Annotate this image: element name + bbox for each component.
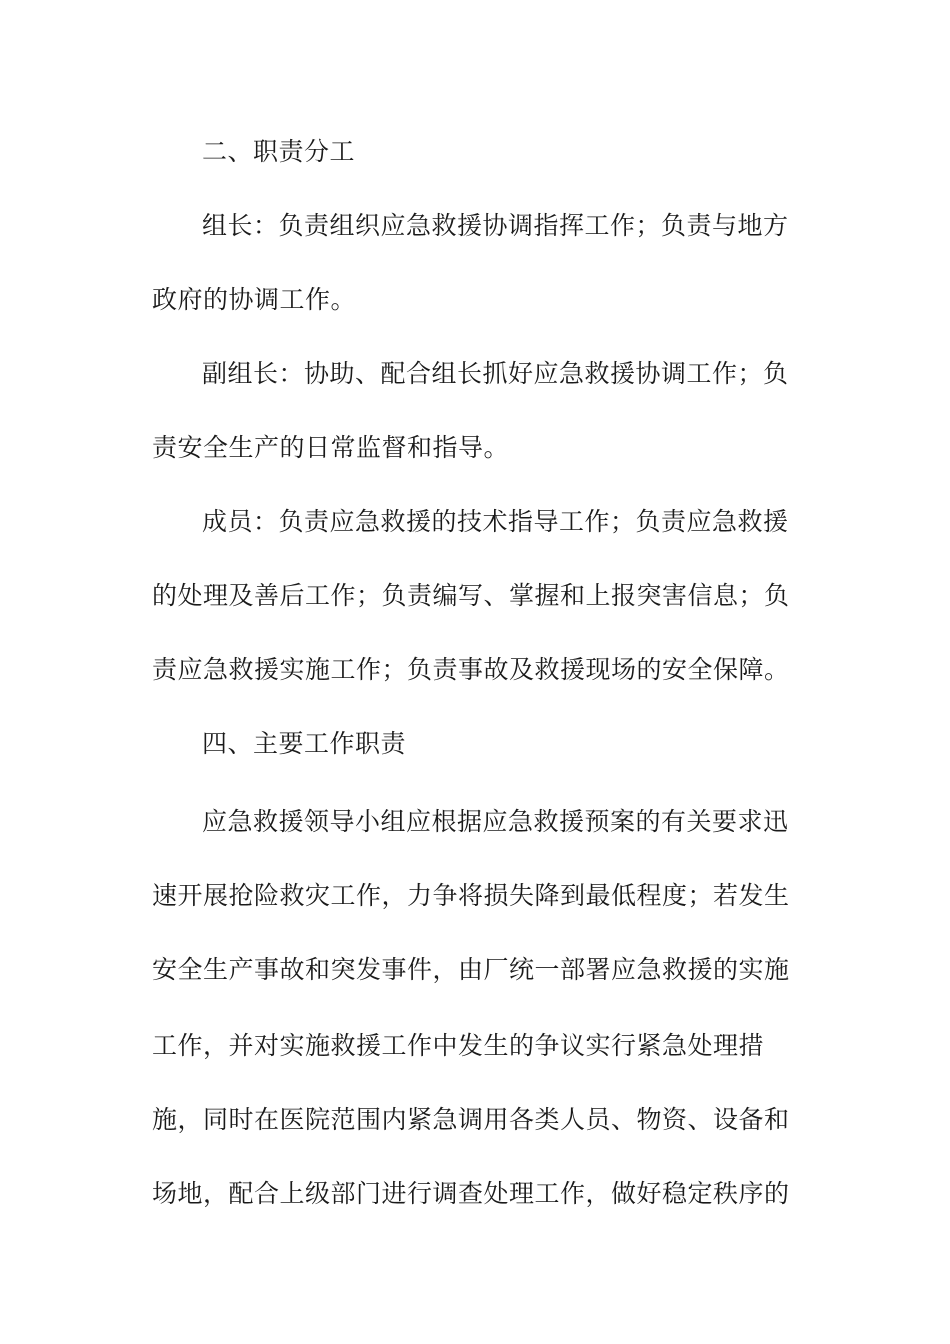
paragraph-duties-line-1: 应急救援领导小组应根据应急救援预案的有关要求迅: [202, 807, 789, 836]
paragraph-members-line-1: 成员：负责应急救援的技术指导工作；负责应急救援: [202, 507, 789, 536]
paragraph-deputy-line-2: 责安全生产的日常监督和指导。: [152, 433, 510, 462]
paragraph-duties-line-5: 施，同时在医院范围内紧急调用各类人员、物资、设备和: [152, 1105, 790, 1134]
paragraph-duties-line-4: 工作，并对实施救援工作中发生的争议实行紧急处理措: [152, 1031, 765, 1060]
section-heading-main-duties: 四、主要工作职责: [202, 729, 407, 758]
paragraph-members-line-2: 的处理及善后工作；负责编写、掌握和上报突害信息；负: [152, 581, 790, 610]
paragraph-leader-line-2: 政府的协调工作。: [152, 285, 357, 314]
paragraph-deputy-line-1: 副组长：协助、配合组长抓好应急救援协调工作；负: [202, 359, 789, 388]
paragraph-duties-line-3: 安全生产事故和突发事件，由厂统一部署应急救援的实施: [152, 955, 790, 984]
section-heading-responsibilities: 二、职责分工: [202, 137, 356, 166]
paragraph-duties-line-6: 场地，配合上级部门进行调查处理工作，做好稳定秩序的: [152, 1179, 790, 1208]
paragraph-members-line-3: 责应急救援实施工作；负责事故及救援现场的安全保障。: [152, 655, 790, 684]
paragraph-leader-line-1: 组长：负责组织应急救援协调指挥工作；负责与地方: [202, 211, 789, 240]
paragraph-duties-line-2: 速开展抢险救灾工作，力争将损失降到最低程度；若发生: [152, 881, 790, 910]
